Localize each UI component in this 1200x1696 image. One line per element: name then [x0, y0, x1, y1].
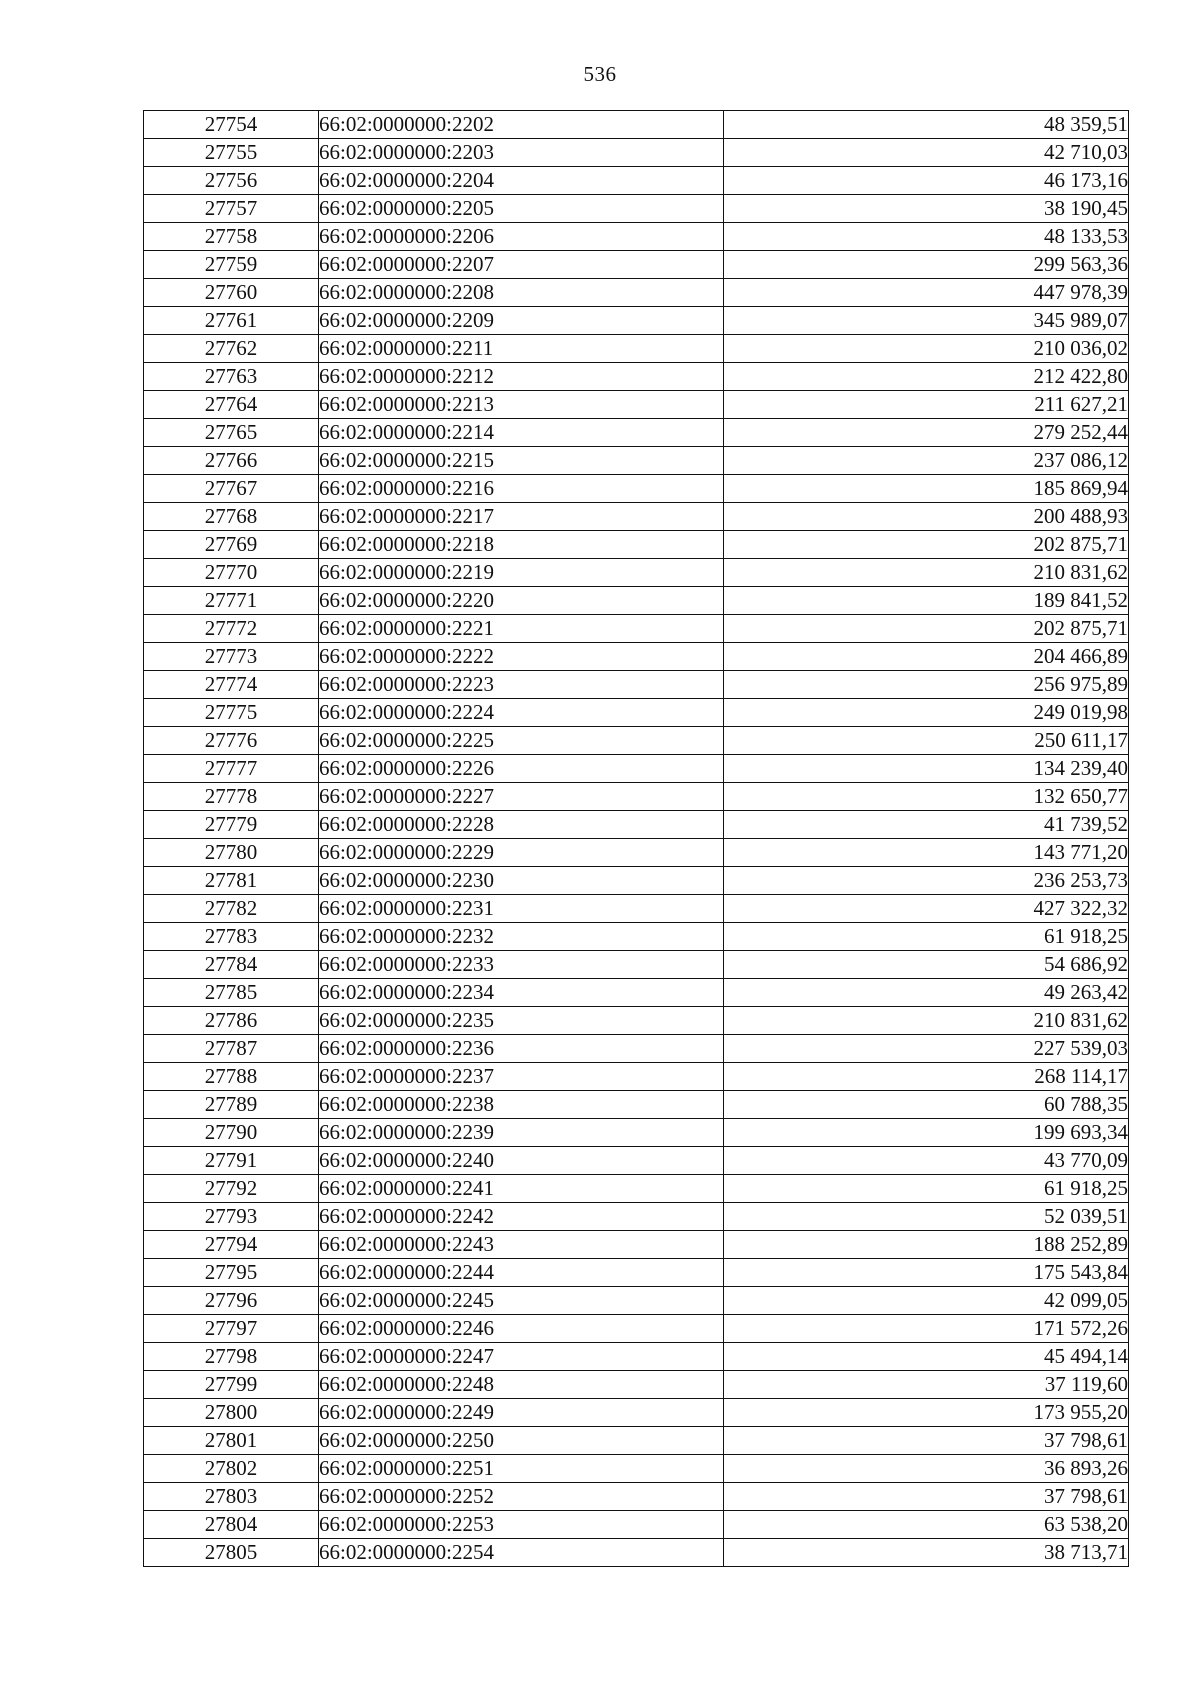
cadastral-value-cell: 48 359,51 [724, 111, 1129, 139]
table-row [144, 615, 1129, 643]
table-row [144, 111, 1129, 139]
cadastral-number-cell: 66:02:0000000:2222 [319, 643, 724, 671]
cadastral-value-cell: 143 771,20 [724, 839, 1129, 867]
cadastral-value-cell: 202 875,71 [724, 531, 1129, 559]
cadastral-number-cell: 66:02:0000000:2246 [319, 1315, 724, 1343]
cadastral-value-cell: 250 611,17 [724, 727, 1129, 755]
cadastral-number-cell: 66:02:0000000:2227 [319, 783, 724, 811]
cadastral-value-cell: 43 770,09 [724, 1147, 1129, 1175]
row-number-cell: 27758 [144, 223, 319, 251]
row-number-cell: 27784 [144, 951, 319, 979]
row-number-cell: 27772 [144, 615, 319, 643]
row-number-cell: 27802 [144, 1455, 319, 1483]
row-number-cell: 27764 [144, 391, 319, 419]
cadastral-value-cell: 61 918,25 [724, 923, 1129, 951]
table-row [144, 1007, 1129, 1035]
table-row [144, 1063, 1129, 1091]
row-number-cell: 27792 [144, 1175, 319, 1203]
table-row [144, 1091, 1129, 1119]
cadastral-value-cell: 237 086,12 [724, 447, 1129, 475]
cadastral-value-cell: 63 538,20 [724, 1511, 1129, 1539]
row-number-cell: 27768 [144, 503, 319, 531]
table-row [144, 279, 1129, 307]
cadastral-number-cell: 66:02:0000000:2203 [319, 139, 724, 167]
cadastral-number-cell: 66:02:0000000:2231 [319, 895, 724, 923]
table-row [144, 755, 1129, 783]
cadastral-value-cell: 210 831,62 [724, 559, 1129, 587]
cadastral-number-cell: 66:02:0000000:2245 [319, 1287, 724, 1315]
cadastral-number-cell: 66:02:0000000:2243 [319, 1231, 724, 1259]
row-number-cell: 27804 [144, 1511, 319, 1539]
cadastral-number-cell: 66:02:0000000:2240 [319, 1147, 724, 1175]
cadastral-number-cell: 66:02:0000000:2202 [319, 111, 724, 139]
table-row [144, 223, 1129, 251]
cadastral-value-cell: 299 563,36 [724, 251, 1129, 279]
row-number-cell: 27783 [144, 923, 319, 951]
table-row [144, 307, 1129, 335]
row-number-cell: 27801 [144, 1427, 319, 1455]
row-number-cell: 27798 [144, 1343, 319, 1371]
cadastral-value-cell: 210 831,62 [724, 1007, 1129, 1035]
cadastral-value-cell: 46 173,16 [724, 167, 1129, 195]
cadastral-number-cell: 66:02:0000000:2251 [319, 1455, 724, 1483]
table-row [144, 979, 1129, 1007]
table-row [144, 1343, 1129, 1371]
cadastral-number-cell: 66:02:0000000:2204 [319, 167, 724, 195]
cadastral-value-cell: 41 739,52 [724, 811, 1129, 839]
cadastral-number-cell: 66:02:0000000:2208 [319, 279, 724, 307]
cadastral-number-cell: 66:02:0000000:2219 [319, 559, 724, 587]
table-row [144, 923, 1129, 951]
cadastral-value-cell: 199 693,34 [724, 1119, 1129, 1147]
cadastral-number-cell: 66:02:0000000:2205 [319, 195, 724, 223]
row-number-cell: 27782 [144, 895, 319, 923]
cadastral-value-cell: 447 978,39 [724, 279, 1129, 307]
cadastral-value-cell: 212 422,80 [724, 363, 1129, 391]
cadastral-number-cell: 66:02:0000000:2233 [319, 951, 724, 979]
table-row [144, 1427, 1129, 1455]
table-row [144, 195, 1129, 223]
cadastral-number-cell: 66:02:0000000:2216 [319, 475, 724, 503]
cadastral-value-cell: 279 252,44 [724, 419, 1129, 447]
cadastral-value-cell: 188 252,89 [724, 1231, 1129, 1259]
table-row [144, 699, 1129, 727]
table-row [144, 1511, 1129, 1539]
cadastral-number-cell: 66:02:0000000:2229 [319, 839, 724, 867]
row-number-cell: 27766 [144, 447, 319, 475]
cadastral-number-cell: 66:02:0000000:2220 [319, 587, 724, 615]
cadastral-number-cell: 66:02:0000000:2252 [319, 1483, 724, 1511]
row-number-cell: 27791 [144, 1147, 319, 1175]
table-row [144, 1399, 1129, 1427]
row-number-cell: 27762 [144, 335, 319, 363]
row-number-cell: 27773 [144, 643, 319, 671]
table-row [144, 643, 1129, 671]
cadastral-value-cell: 268 114,17 [724, 1063, 1129, 1091]
cadastral-number-cell: 66:02:0000000:2213 [319, 391, 724, 419]
cadastral-value-cell: 204 466,89 [724, 643, 1129, 671]
cadastral-number-cell: 66:02:0000000:2215 [319, 447, 724, 475]
table-row [144, 167, 1129, 195]
table-row [144, 867, 1129, 895]
row-number-cell: 27756 [144, 167, 319, 195]
cadastral-number-cell: 66:02:0000000:2212 [319, 363, 724, 391]
row-number-cell: 27755 [144, 139, 319, 167]
cadastral-value-cell: 256 975,89 [724, 671, 1129, 699]
cadastral-number-cell: 66:02:0000000:2221 [319, 615, 724, 643]
cadastral-value-cell: 345 989,07 [724, 307, 1129, 335]
table-row [144, 951, 1129, 979]
cadastral-number-cell: 66:02:0000000:2249 [319, 1399, 724, 1427]
cadastral-number-cell: 66:02:0000000:2235 [319, 1007, 724, 1035]
cadastral-number-cell: 66:02:0000000:2247 [319, 1343, 724, 1371]
cadastral-number-cell: 66:02:0000000:2237 [319, 1063, 724, 1091]
row-number-cell: 27776 [144, 727, 319, 755]
cadastral-value-cell: 42 710,03 [724, 139, 1129, 167]
cadastral-value-cell: 52 039,51 [724, 1203, 1129, 1231]
cadastral-value-cell: 427 322,32 [724, 895, 1129, 923]
table-row [144, 503, 1129, 531]
cadastral-number-cell: 66:02:0000000:2209 [319, 307, 724, 335]
table-row [144, 1147, 1129, 1175]
cadastral-value-cell: 210 036,02 [724, 335, 1129, 363]
cadastral-value-cell: 202 875,71 [724, 615, 1129, 643]
cadastral-value-cell: 45 494,14 [724, 1343, 1129, 1371]
cadastral-number-cell: 66:02:0000000:2234 [319, 979, 724, 1007]
row-number-cell: 27771 [144, 587, 319, 615]
cadastral-value-cell: 173 955,20 [724, 1399, 1129, 1427]
cadastral-value-cell: 60 788,35 [724, 1091, 1129, 1119]
table-row [144, 447, 1129, 475]
table-row [144, 1259, 1129, 1287]
row-number-cell: 27785 [144, 979, 319, 1007]
row-number-cell: 27803 [144, 1483, 319, 1511]
cadastral-number-cell: 66:02:0000000:2211 [319, 335, 724, 363]
cadastral-value-cell: 37 798,61 [724, 1427, 1129, 1455]
cadastral-number-cell: 66:02:0000000:2238 [319, 1091, 724, 1119]
table-row [144, 727, 1129, 755]
row-number-cell: 27787 [144, 1035, 319, 1063]
row-number-cell: 27786 [144, 1007, 319, 1035]
table-row [144, 671, 1129, 699]
row-number-cell: 27757 [144, 195, 319, 223]
table-row [144, 1203, 1129, 1231]
table-row [144, 335, 1129, 363]
cadastral-number-cell: 66:02:0000000:2232 [319, 923, 724, 951]
cadastral-number-cell: 66:02:0000000:2214 [319, 419, 724, 447]
cadastral-value-cell: 49 263,42 [724, 979, 1129, 1007]
cadastral-value-cell: 211 627,21 [724, 391, 1129, 419]
table-row [144, 1231, 1129, 1259]
table-row [144, 1483, 1129, 1511]
cadastral-number-cell: 66:02:0000000:2248 [319, 1371, 724, 1399]
table-row [144, 811, 1129, 839]
row-number-cell: 27759 [144, 251, 319, 279]
table-row [144, 363, 1129, 391]
row-number-cell: 27765 [144, 419, 319, 447]
table-row [144, 559, 1129, 587]
cadastral-number-cell: 66:02:0000000:2236 [319, 1035, 724, 1063]
row-number-cell: 27793 [144, 1203, 319, 1231]
cadastral-value-cell: 37 119,60 [724, 1371, 1129, 1399]
row-number-cell: 27799 [144, 1371, 319, 1399]
cadastral-value-cell: 38 190,45 [724, 195, 1129, 223]
cadastral-number-cell: 66:02:0000000:2242 [319, 1203, 724, 1231]
row-number-cell: 27769 [144, 531, 319, 559]
row-number-cell: 27760 [144, 279, 319, 307]
cadastral-number-cell: 66:02:0000000:2228 [319, 811, 724, 839]
table-row [144, 1175, 1129, 1203]
cadastral-value-table [143, 110, 1129, 1567]
cadastral-number-cell: 66:02:0000000:2207 [319, 251, 724, 279]
row-number-cell: 27775 [144, 699, 319, 727]
row-number-cell: 27763 [144, 363, 319, 391]
table-row [144, 895, 1129, 923]
row-number-cell: 27790 [144, 1119, 319, 1147]
table-row [144, 1287, 1129, 1315]
row-number-cell: 27770 [144, 559, 319, 587]
row-number-cell: 27761 [144, 307, 319, 335]
table-row [144, 1035, 1129, 1063]
cadastral-number-cell: 66:02:0000000:2239 [319, 1119, 724, 1147]
cadastral-value-cell: 61 918,25 [724, 1175, 1129, 1203]
row-number-cell: 27754 [144, 111, 319, 139]
cadastral-value-cell: 42 099,05 [724, 1287, 1129, 1315]
row-number-cell: 27777 [144, 755, 319, 783]
cadastral-number-cell: 66:02:0000000:2226 [319, 755, 724, 783]
cadastral-value-cell: 36 893,26 [724, 1455, 1129, 1483]
cadastral-value-cell: 171 572,26 [724, 1315, 1129, 1343]
table-row [144, 839, 1129, 867]
row-number-cell: 27794 [144, 1231, 319, 1259]
cadastral-number-cell: 66:02:0000000:2254 [319, 1539, 724, 1567]
row-number-cell: 27781 [144, 867, 319, 895]
row-number-cell: 27795 [144, 1259, 319, 1287]
cadastral-value-cell: 37 798,61 [724, 1483, 1129, 1511]
cadastral-value-cell: 189 841,52 [724, 587, 1129, 615]
row-number-cell: 27805 [144, 1539, 319, 1567]
row-number-cell: 27789 [144, 1091, 319, 1119]
cadastral-number-cell: 66:02:0000000:2217 [319, 503, 724, 531]
row-number-cell: 27797 [144, 1315, 319, 1343]
row-number-cell: 27767 [144, 475, 319, 503]
cadastral-value-cell: 54 686,92 [724, 951, 1129, 979]
cadastral-number-cell: 66:02:0000000:2223 [319, 671, 724, 699]
cadastral-number-cell: 66:02:0000000:2206 [319, 223, 724, 251]
row-number-cell: 27796 [144, 1287, 319, 1315]
row-number-cell: 27780 [144, 839, 319, 867]
table-row [144, 391, 1129, 419]
table-row [144, 419, 1129, 447]
cadastral-value-cell: 38 713,71 [724, 1539, 1129, 1567]
cadastral-number-cell: 66:02:0000000:2230 [319, 867, 724, 895]
table-row [144, 531, 1129, 559]
table-row [144, 1315, 1129, 1343]
row-number-cell: 27779 [144, 811, 319, 839]
cadastral-value-cell: 185 869,94 [724, 475, 1129, 503]
cadastral-number-cell: 66:02:0000000:2218 [319, 531, 724, 559]
cadastral-number-cell: 66:02:0000000:2241 [319, 1175, 724, 1203]
cadastral-number-cell: 66:02:0000000:2225 [319, 727, 724, 755]
cadastral-number-cell: 66:02:0000000:2253 [319, 1511, 724, 1539]
table-row [144, 587, 1129, 615]
row-number-cell: 27788 [144, 1063, 319, 1091]
row-number-cell: 27778 [144, 783, 319, 811]
cadastral-value-cell: 200 488,93 [724, 503, 1129, 531]
cadastral-value-cell: 249 019,98 [724, 699, 1129, 727]
cadastral-value-cell: 175 543,84 [724, 1259, 1129, 1287]
cadastral-number-cell: 66:02:0000000:2250 [319, 1427, 724, 1455]
row-number-cell: 27774 [144, 671, 319, 699]
cadastral-number-cell: 66:02:0000000:2224 [319, 699, 724, 727]
table-row [144, 475, 1129, 503]
table-row [144, 1539, 1129, 1567]
table-row [144, 139, 1129, 167]
cadastral-value-cell: 48 133,53 [724, 223, 1129, 251]
table-row [144, 1455, 1129, 1483]
table-body [144, 111, 1129, 1567]
cadastral-value-cell: 236 253,73 [724, 867, 1129, 895]
table-row [144, 1119, 1129, 1147]
cadastral-value-cell: 227 539,03 [724, 1035, 1129, 1063]
cadastral-value-cell: 134 239,40 [724, 755, 1129, 783]
cadastral-number-cell: 66:02:0000000:2244 [319, 1259, 724, 1287]
row-number-cell: 27800 [144, 1399, 319, 1427]
table-row [144, 1371, 1129, 1399]
table-row [144, 783, 1129, 811]
page-number: 536 [583, 62, 617, 86]
cadastral-value-cell: 132 650,77 [724, 783, 1129, 811]
table-row [144, 251, 1129, 279]
